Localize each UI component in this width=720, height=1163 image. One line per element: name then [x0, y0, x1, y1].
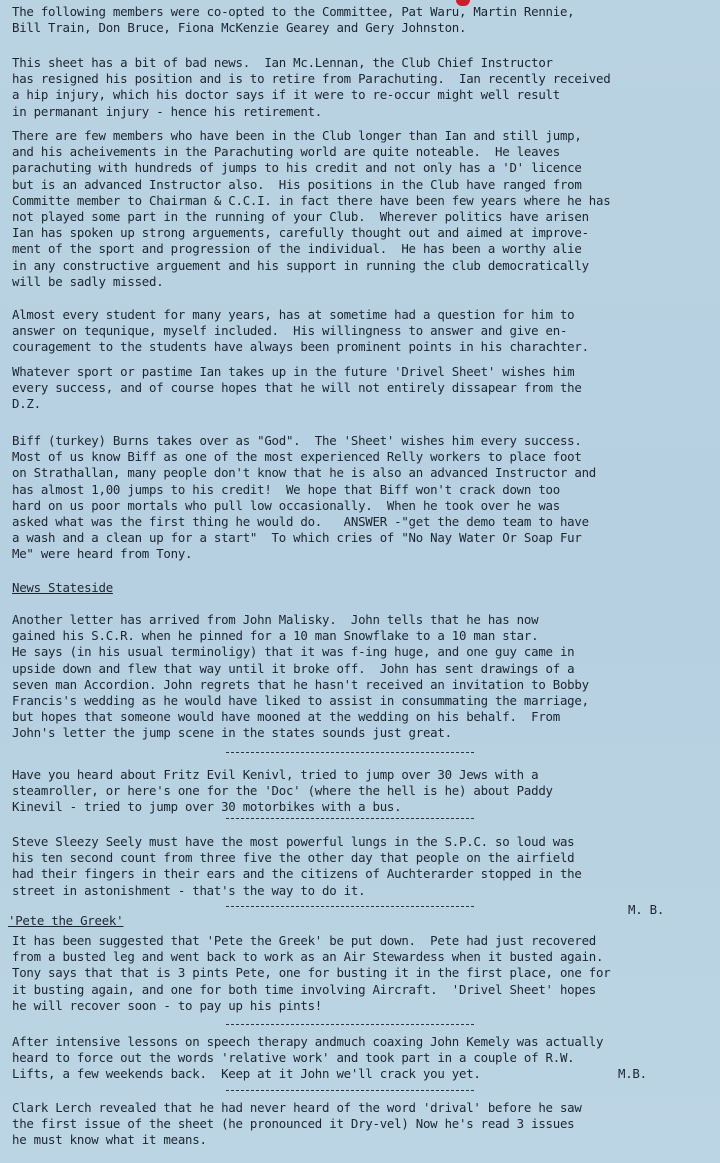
text-line: Steve Sleezy Seely must have the most powerful lungs in the S.P.C. so loud was	[12, 834, 575, 849]
text-line: Biff (turkey) Burns takes over as "God". The 'Sheet' wishes him every success.	[12, 433, 582, 448]
text-line: Another letter has arrived from John Malisky. John tells that he has now	[12, 612, 539, 627]
paragraph-steve	[12, 834, 718, 899]
paragraph-therapy	[12, 1034, 718, 1083]
text-line: in permanant injury - hence his retirement.	[12, 103, 323, 119]
heading-news-stateside: News Stateside	[12, 580, 113, 595]
heading-pete-the-greek: 'Pete the Greek'	[8, 913, 124, 928]
divider	[226, 1024, 474, 1025]
text-line: John's letter the jump scene in the states sounds just great.	[12, 725, 452, 741]
text-line: answer on tequnique, myself included. His willingness to answer and give en-	[12, 323, 568, 339]
text-line: has almost 1,00 jumps to his credit! We hope that Biff won't crack down too	[12, 481, 560, 497]
text-line: The following members were co-opted to the Committee, Pat Waru, Martin Rennie,	[12, 4, 575, 19]
paragraph-clark	[12, 1100, 718, 1149]
paragraph-sport	[12, 364, 718, 413]
text-line: Kinevil - tried to jump over 30 motorbikes with a bus.	[12, 799, 402, 815]
text-line: It has been suggested that 'Pete the Greek' be put down. Pete had just recovered	[12, 933, 596, 948]
signature-mb-2: M.B.	[618, 1066, 647, 1081]
text-line: Clark Lerch revealed that he had never heard of the word 'drival' before he saw	[12, 1100, 582, 1115]
text-line: Most of us know Biff as one of the most experienced Relly workers to place foot	[12, 449, 582, 465]
paragraph-pete	[12, 933, 718, 1014]
text-line: has resigned his position and is to retire from Parachuting. Ian recently received	[12, 71, 611, 87]
text-line: hard on us poor mortals who pull low occasionally. When he took over he was	[12, 497, 560, 513]
signature-mb: M. B.	[628, 902, 665, 917]
text-line: he will recover soon - to pay up his pints!	[12, 997, 323, 1013]
text-line: but is an advanced Instructor also. His positions in the Club have ranged from	[12, 176, 582, 192]
text-line: but hopes that someone would have mooned at the wedding on his behalf. From	[12, 709, 560, 725]
text-line: parachuting with hundreds of jumps to his credit and not only has a 'D' licence	[12, 160, 582, 176]
text-line: Lifts, a few weekends back. Keep at it John we'll crack you yet.	[12, 1066, 481, 1082]
text-line: ment of the sport and progression of the individual. He has been a worthy alie	[12, 241, 582, 257]
paragraph-fritz	[12, 767, 718, 816]
text-line: will be sadly missed.	[12, 273, 164, 289]
text-line: After intensive lessons on speech therapy andmuch coaxing John Kemely was actually	[12, 1034, 604, 1049]
text-line: steamroller, or here's one for the 'Doc' (where the hell is he) about Paddy	[12, 783, 553, 799]
paragraph-letter	[12, 612, 718, 742]
text-line: Have you heard about Fritz Evil Kenivl, tried to jump over 30 Jews with a	[12, 767, 539, 782]
paragraph-coopted	[12, 4, 718, 36]
paragraph-biff	[12, 433, 718, 563]
text-line: asked what was the first thing he would do. ANSWER -"get the demo team to have	[12, 514, 589, 530]
text-line: Bill Train, Don Bruce, Fiona McKenzie Gearey and Gery Johnston.	[12, 20, 467, 36]
text-line: He says (in his usual terminoligy) that it was f-ing huge, and one guy came in	[12, 644, 575, 660]
text-line: seven man Accordion. John regrets that he hasn't received an invitation to Bobby	[12, 676, 589, 692]
text-line: D.Z.	[12, 396, 41, 412]
divider	[226, 752, 474, 753]
text-line: he must know what it means.	[12, 1132, 207, 1148]
text-line: gained his S.C.R. when he pinned for a 10 man Snowflake to a 10 man star.	[12, 628, 539, 644]
text-line: upside down and flew that way until it broke off. John has sent drawings of a	[12, 660, 575, 676]
text-line: Tony says that that is 3 pints Pete, one for busting it in the first place, one for	[12, 965, 611, 981]
paragraph-student	[12, 307, 718, 356]
text-line: There are few members who have been in the Club longer than Ian and still jump,	[12, 128, 582, 143]
text-line: Committe member to Chairman & C.C.I. in fact there have been few years where he has	[12, 192, 611, 208]
text-line: Almost every student for many years, has at sometime had a question for him to	[12, 307, 575, 322]
text-line: the first issue of the sheet (he pronounced it Dry-vel) Now he's read 3 issues	[12, 1116, 575, 1132]
text-line: had their fingers in their ears and the citizens of Auchterarder stopped in the	[12, 866, 582, 882]
text-line: couragement to the students have always been prominent points in his charachter.	[12, 339, 589, 355]
text-line: a hip injury, which his doctor says if it were to re-occur might well result	[12, 87, 560, 103]
paragraph-bad-news	[12, 55, 718, 120]
text-line: street in astonishment - that's the way to do it.	[12, 882, 366, 898]
text-line: heard to force out the words 'relative work' and took part in a couple of R.W.	[12, 1050, 575, 1066]
text-line: it busting again, and one for both time involving Aircraft. 'Drivel Sheet' hopes	[12, 981, 596, 997]
text-line: and his acheivements in the Parachuting world are quite noteable. He leaves	[12, 144, 560, 160]
text-line: from a busted leg and went back to work as an Air Stewardess when it busted again.	[12, 949, 604, 965]
text-line: his ten second count from three five the other day that people on the airfield	[12, 850, 575, 866]
divider	[226, 906, 474, 907]
divider	[226, 1090, 474, 1091]
text-line: on Strathallan, many people don't know that he is also an advanced Instructor and	[12, 465, 596, 481]
text-line: a wash and a clean up for a start" To which cries of "No Nay Water Or Soap Fur	[12, 530, 582, 546]
text-line: not played some part in the running of your Club. Wherever politics have arisen	[12, 209, 589, 225]
text-line: This sheet has a bit of bad news. Ian Mc.Lennan, the Club Chief Instructor	[12, 55, 553, 70]
text-line: Ian has spoken up strong arguements, carefully thought out and aimed at improve-	[12, 225, 589, 241]
divider	[226, 818, 474, 819]
text-line: every success, and of course hopes that he will not entirely dissapear from the	[12, 380, 582, 396]
paragraph-members	[12, 128, 718, 290]
text-line: Me" were heard from Tony.	[12, 546, 193, 562]
text-line: in any constructive arguement and his support in running the club democratically	[12, 257, 589, 273]
text-line: Francis's wedding as he would have liked to assist in consummating the marriage,	[12, 693, 589, 709]
text-line: Whatever sport or pastime Ian takes up in the future 'Drivel Sheet' wishes him	[12, 364, 575, 379]
